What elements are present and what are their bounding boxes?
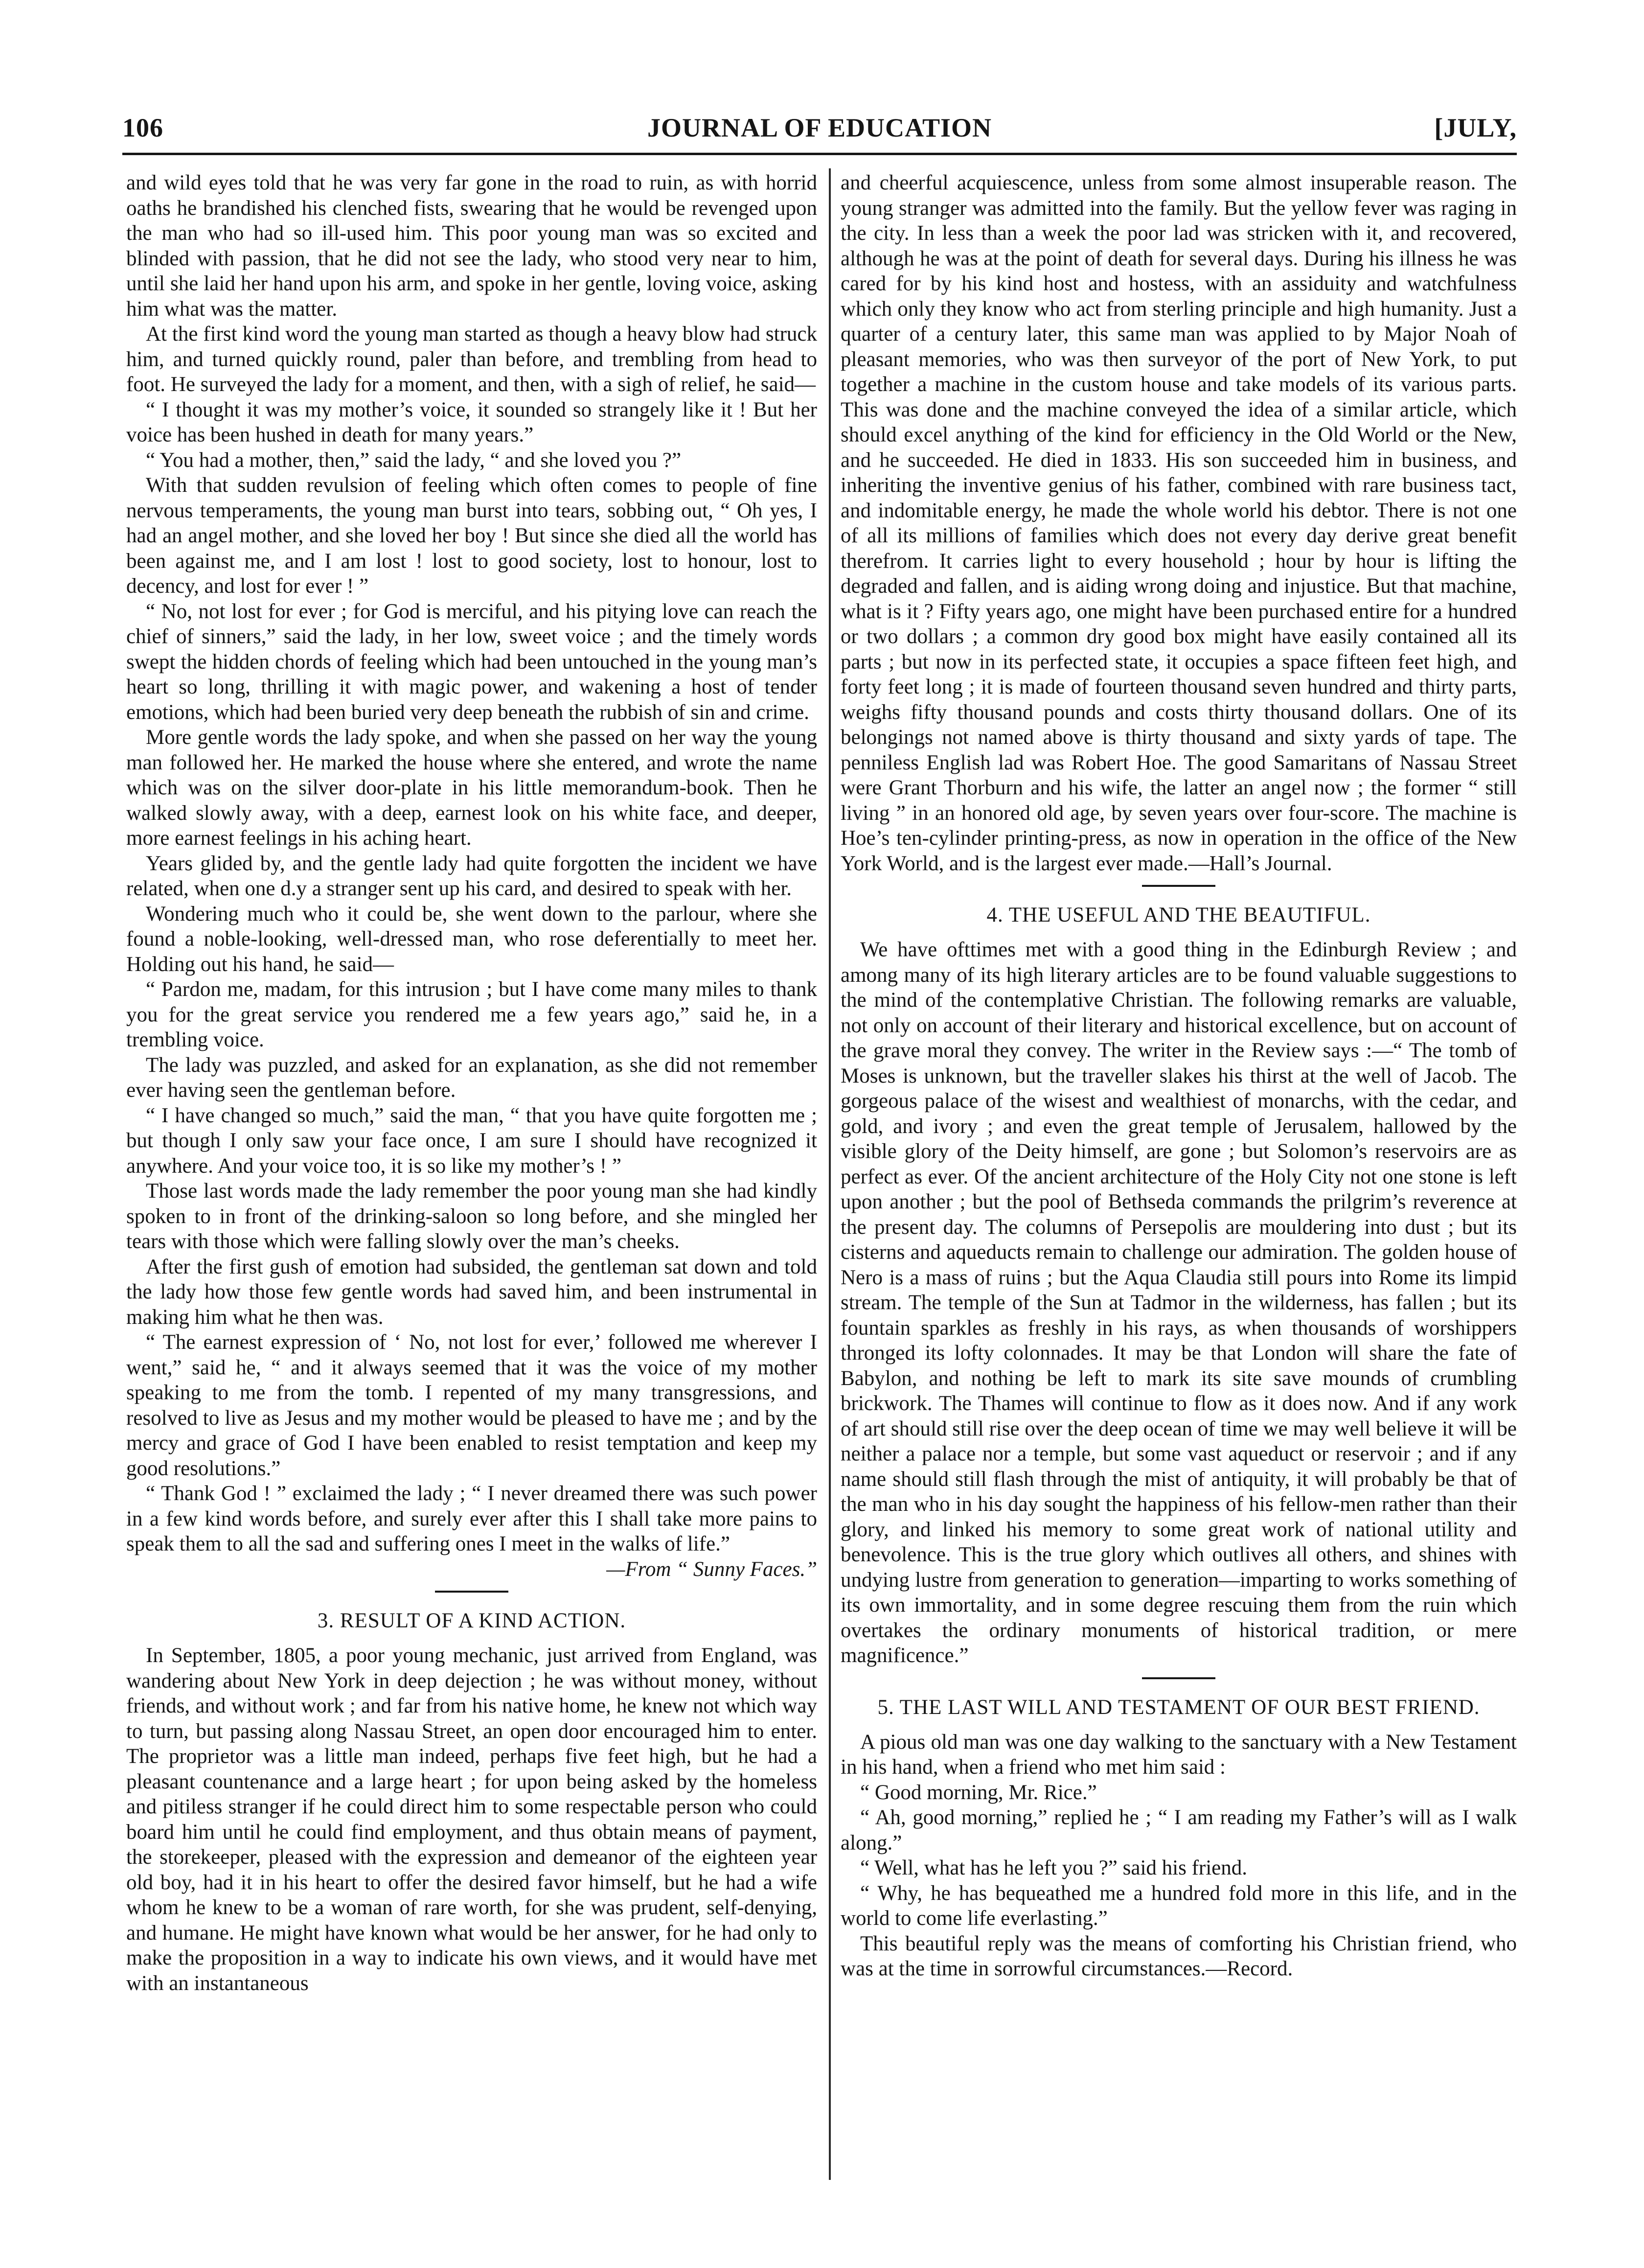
paragraph: Years glided by, and the gentle lady had quite forgotten the incident we have related, when one d.y a stranger sent up his card, and desired to speak with her. [126,852,817,900]
source-credit: —From “ Sunny Faces.” [606,1557,817,1581]
section-heading-5: 5. THE LAST WILL AND TESTAMENT OF OUR BEST FRIEND. [877,1695,1480,1719]
paragraph: Those last words made the lady remember the poor young man she had kindly spoken to in front of the drinking-saloon so long before, and she mingled her tears with those which were falling slowly over the man’s cheeks. [126,1180,817,1253]
section-divider [435,1591,508,1593]
paragraph: “ Pardon me, madam, for this intrusion ; but I have come many miles to thank you for the great service you rendered me a few years ago,” said he, in a trembling voice. [126,978,817,1051]
section-divider [1142,885,1215,887]
section-heading-3: 3. RESULT OF A KIND ACTION. [317,1609,626,1632]
paragraph: In September, 1805, a poor young mechanic, just arrived from England, was wandering about New York in deep dejection ; he was without money, without friends, and without work ; and far from his native home, he knew not which way to turn, but passing along Nassau Street, an open door encouraged him to enter. The proprietor was a little man indeed, perhaps five feet high, but he had a pleasant countenance and a large heart ; for upon being asked by the homeless and pitiless stranger if he could direct him to some respectable person who could board him until he could find employment, and thus obtain means of payment, the storekeeper, pleased with the expression and demeanor of the eighteen year old boy, had it in his heart to offer the desired favor himself, but he had a wife whom he knew to be a woman of rare worth, for she was prudent, self-denying, and humane. He might have known what would be her answer, for he had only to make the proposition in a way to indicate his own views, and it would have met with an instantaneous [126,1644,817,1995]
right-column [841,170,1517,1982]
section-divider [1142,1677,1215,1679]
paragraph: “ Well, what has he left you ?” said his friend. [860,1856,1248,1879]
paragraph: We have ofttimes met with a good thing in the Edinburgh Review ; and among many of its high literary articles are to be found valuable suggestions to the mind of the contemplative Christian. The following remarks are valuable, not only on account of their literary and historical excellence, but on account of the grave moral they convey. The writer in the Review says :—“ The tomb of Moses is unknown, but the traveller slakes his thirst at the well of Jacob. The gorgeous palace of the wisest and wealthiest of monarchs, with the cedar, and gold, and ivory ; and even the great temple of Jerusalem, hallowed by the visible glory of the Deity himself, are gone ; but Solomon’s reservoirs are as perfect as ever. Of the ancient architecture of the Holy City not one stone is left upon another ; but the pool of Bethseda commands the prilgrim’s reverence at the present day. The columns of Persepolis are mouldering into dust ; but its cisterns and aqueducts remain to challenge our admiration. The golden house of Nero is a mass of ruins ; but the Aqua Claudia still pours into Rome its limpid stream. The temple of the Sun at Tadmor in the wilderness, has fallen ; but its fountain sparkles as freshly in his rays, as when thousands of worshippers thronged its lofty colonnades. It may be that London will share the fate of Babylon, and nothing be left to mark its site save mounds of crumbling brickwork. The Thames will continue to flow as it does now. And if any work of art should still rise over the deep ocean of time we may well believe it will be neither a palace nor a temple, but some vast aqueduct or reservoir ; and if any name should still flash through the mist of antiquity, it will probably be that of the man who in his day sought the happiness of his fellow-men rather than their glory, and linked his memory to some great work of national utility and benevolence. This is the true glory which outlives all others, and shines with undying lustre from generation to generation—imparting to works something of its own immortality, and in some degree rescuing them from the ruin which overtakes the ordinary monuments of historical tradition, or mere magnificence.” [841,938,1517,1667]
paragraph: After the first gush of emotion had subsided, the gentleman sat down and told the lady how those few gentle words had saved him, and been instrumental in making him what he then was. [126,1255,817,1329]
running-head [122,107,1517,151]
paragraph: “ Thank God ! ” exclaimed the lady ; “ I never dreamed there was such power in a few kind words before, and surely ever after this I shall take more pains to speak them to all the sad and suffering ones I meet in the walks of life.” [126,1482,817,1555]
section-heading-4: 4. THE USEFUL AND THE BEAUTIFUL. [986,903,1371,926]
paragraph: With that sudden revulsion of feeling which often comes to people of fine nervous temperaments, the young man burst into tears, sobbing out, “ Oh yes, I had an angel mother, and she loved her boy ! But since she died all the world has been against me, and I am lost ! lost to good society, lost to honour, lost to decency, and lost for ever ! ” [126,474,817,598]
paragraph: and wild eyes told that he was very far gone in the road to ruin, as with horrid oaths he brandished his clenched fists, swearing that he would be revenged upon the man who had so ill-used him. This poor young man was so excited and blinded with passion, that he did not see the lady, who stood very near to him, until she laid her hand upon his arm, and spoke in her gentle, loving voice, asking him what was the matter. [126,171,817,321]
paragraph: “ Good morning, Mr. Rice.” [860,1781,1097,1804]
left-column [126,170,817,1996]
paragraph: This beautiful reply was the means of comforting his Christian friend, who was at the time in sorrowful circumstances.—Record. [841,1932,1517,1980]
paragraph: “ I have changed so much,” said the man, “ that you have quite forgotten me ; but though I only saw your face once, I am sure I should have recognized it anywhere. And your voice too, it is so like my mother’s ! ” [126,1104,817,1178]
paragraph: “ Why, he has bequeathed me a hundred fold more in this life, and in the world to come life everlasting.” [841,1881,1517,1930]
paragraph: “ The earnest expression of ‘ No, not lost for ever,’ followed me wherever I went,” said he, “ and it always seemed that it was the voice of my mother speaking to me from the tomb. I repented of my many transgressions, and resolved to live as Jesus and my mother would be pleased to have me ; and by the mercy and grace of God I have been enabled to resist temptation and keep my good resolutions.” [126,1331,817,1480]
paragraph: “ Ah, good morning,” replied he ; “ I am reading my Father’s will as I walk along.” [841,1806,1517,1854]
journal-title: JOURNAL OF EDUCATION [647,113,992,142]
paragraph: and cheerful acquiescence, unless from some almost insuperable reason. The young stranger was admitted into the family. But the yellow fever was raging in the city. In less than a week the poor lad was stricken with it, and recovered, although he was at the point of death for several days. During his illness he was cared for by his kind host and hostess, with an assiduity and watchfulness which only they know who act from sterling principle and high humanity. Just a quarter of a century later, this same man was applied to by Major Noah of pleasant memories, who was then surveyor of the port of New York, to put together a machine in the custom house and take models of its various parts. This was done and the machine conveyed the idea of a similar article, which should excel anything of the kind for efficiency in the Old World or the New, and he succeeded. He died in 1833. His son succeeded him in business, and inheriting the inventive genius of his father, combined with rare business tact, and indomitable energy, he made the whole world his debtor. There is not one of all its millions of families which does not every day derive great benefit therefrom. It carries light to every household ; hour by hour is lifting the degraded and fallen, and is aiding wrong doing and injustice. But that machine, what is it ? Fifty years ago, one might have been purchased entire for a hundred or two dollars ; a common dry good box might have easily contained all its parts ; but now in its perfected state, it occupies a space fifteen feet high, and forty feet long ; it is made of fourteen thousand seven hundred and thirty parts, weighs fifty thousand pounds and costs thirty thousand dollars. One of its belongings not named above is thirty thousand and sixty yards of tape. The penniless English lad was Robert Hoe. The good Samaritans of Nassau Street were Grant Thorburn and his wife, the latter an angel now ; the former “ still living ” in an honored old age, by seven years over four-score. The machine is Hoe’s ten-cylinder printing-press, as now in operation in the office of the New York World, and is the largest ever made.—Hall’s Journal. [841,171,1517,875]
column-divider [829,168,831,2180]
paragraph: “ No, not lost for ever ; for God is merciful, and his pitying love can reach the chief of sinners,” said the lady, in her low, sweet voice ; and the timely words swept the hidden chords of feeling which had been untouched in the young man’s heart so long, thrilling it with magic power, and wakening a host of tender emotions, which had been buried very deep beneath the rubbish of sin and crime. [126,600,817,724]
issue-month: [JULY, [1434,113,1517,142]
page-number: 106 [122,113,163,142]
paragraph: A pious old man was one day walking to the sanctuary with a New Testament in his hand, when a friend who met him said : [841,1730,1517,1779]
paragraph: At the first kind word the young man started as though a heavy blow had struck him, and turned quickly round, paler than before, and trembling from head to foot. He surveyed the lady for a moment, and then, with a sigh of relief, he said— [126,323,817,396]
paragraph: “ You had a mother, then,” said the lady, “ and she loved you ?” [146,448,682,472]
paragraph: More gentle words the lady spoke, and when she passed on her way the young man followed her. He marked the house where she entered, and wrote the name which was on the silver door-plate in his little memorandum-book. Then he walked slowly away, with a deep, earnest look on his white face, and deeper, more earnest feelings in his aching heart. [126,726,817,850]
header-rule [122,153,1517,155]
paragraph: The lady was puzzled, and asked for an explanation, as she did not remember ever having seen the gentleman before. [126,1053,817,1102]
paragraph: Wondering much who it could be, she went down to the parlour, where she found a noble-looking, well-dressed man, who rose deferentially to meet her. Holding out his hand, he said— [126,902,817,976]
paragraph: “ I thought it was my mother’s voice, it sounded so strangely like it ! But her voice has been hushed in death for many years.” [126,398,817,446]
